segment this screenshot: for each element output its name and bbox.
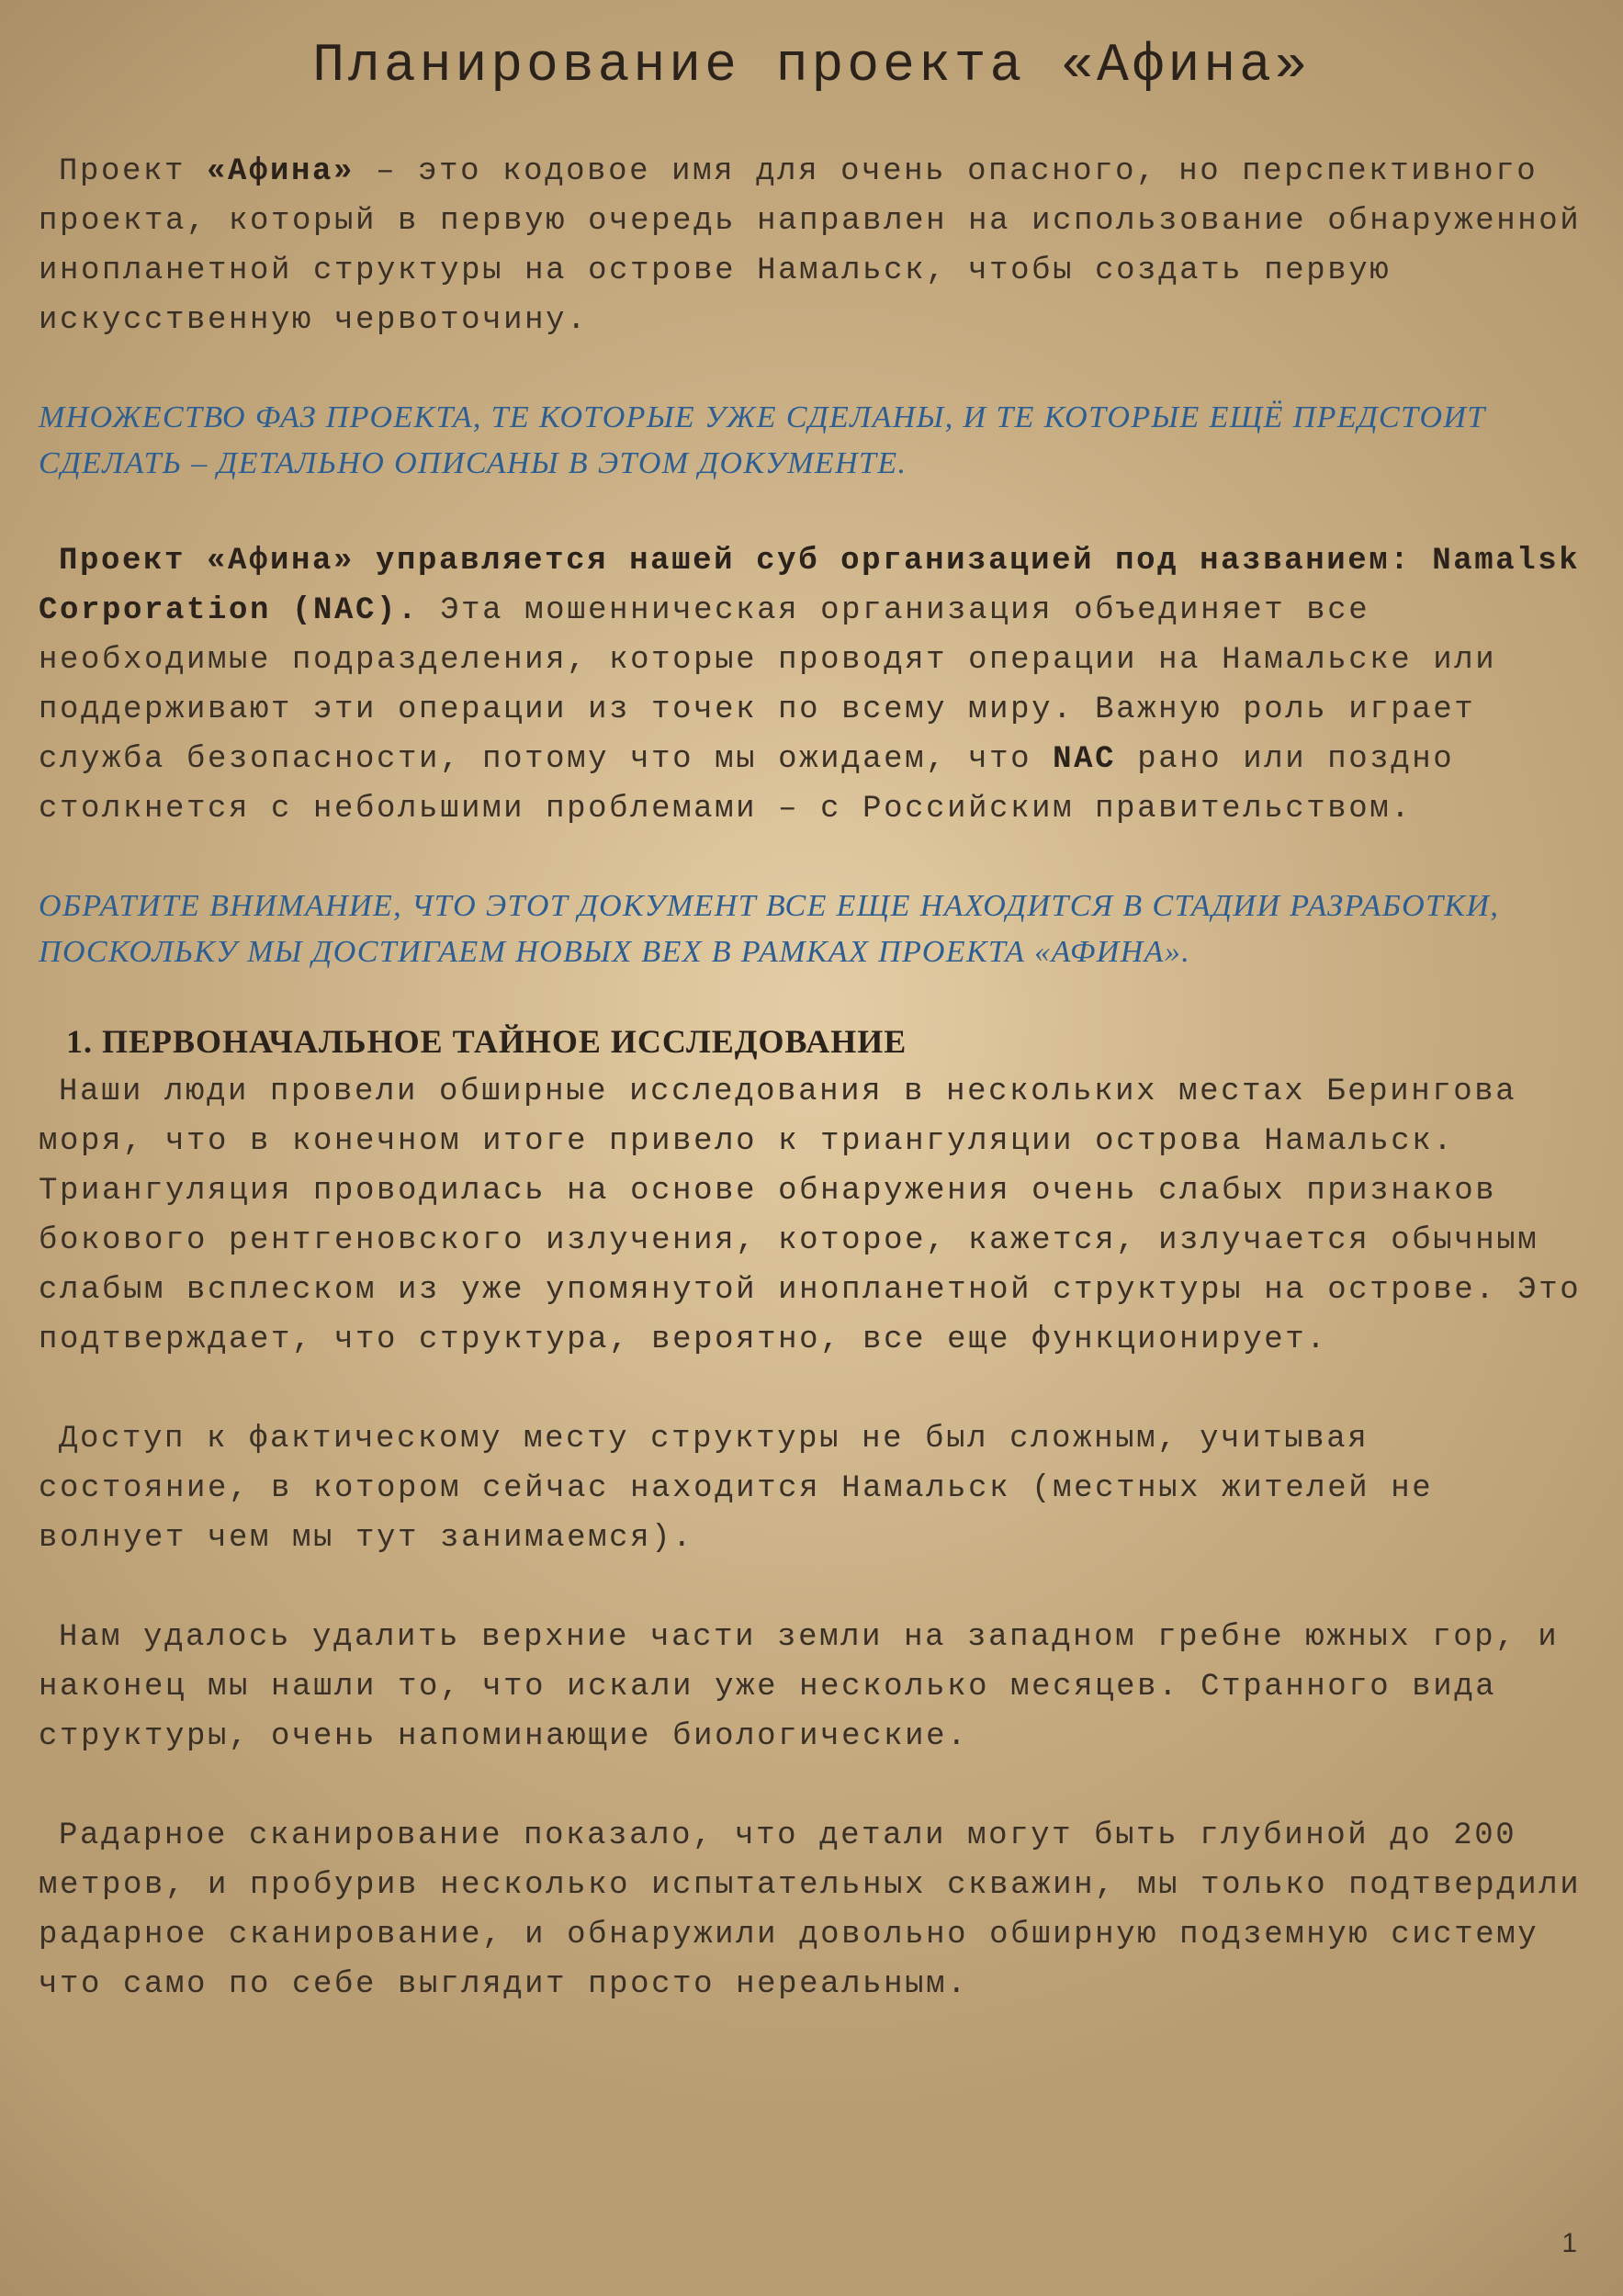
organization-text: Эта мошенническая организация объединяет все необходимые подразделения, которые проводят операции на Намальске или поддерживают эти операции из точек по всему миру. Важную роль играет служба безопасности, потому что мы ожидаем, что — [39, 593, 1497, 777]
intro-text-pre: Проект — [59, 154, 208, 189]
section-1-paragraph-1: Наши люди провели обширные исследования в нескольких местах Берингова моря, что в конечном итоге привело к триангуляции острова Намальск. Триангуляция проводилась на основе обнаружения очень слабых признаков бокового рентгеновского излучения, которое, кажется, излучается обычным слабым всплеском из уже упомянутой инопланетной структуры на острове. Это подтверждает, что структура, вероятно, все еще функционирует. — [39, 1075, 1582, 1357]
organization-lead: Проект «Афина» управляется нашей суб организацией под названием: Namalsk Corporation (NAC). — [39, 544, 1581, 628]
section-1-paragraph-3: Нам удалось удалить верхние части земли на западном гребне южных гор, и наконец мы нашли то, что искали уже несколько месяцев. Странного вида структуры, очень напоминающие биологические. — [39, 1620, 1560, 1754]
document-title: Планирование проекта «Афина» — [312, 37, 1311, 96]
section-1-heading: 1. ПЕРВОНАЧАЛЬНОЕ ТАЙНОЕ ИССЛЕДОВАНИЕ — [66, 1023, 907, 1060]
draft-note: ОБРАТИТЕ ВНИМАНИЕ, ЧТО ЭТОТ ДОКУМЕНТ ВСЕ ЕЩЕ НАХОДИТСЯ В СТАДИИ РАЗРАБОТКИ, ПОСКОЛЬКУ МЫ ДОСТИГАЕМ НОВЫХ ВЕХ В РАМКАХ ПРОЕКТА «АФИНА». — [39, 889, 1500, 969]
section-1-paragraph-4: Радарное сканирование показало, что детали могут быть глубиной до 200 метров, и пробурив несколько испытательных скважин, мы только подтвердили радарное сканирование, и обнаружили довольно обширную подземную систему что само по себе выглядит просто нереальным. — [39, 1818, 1582, 2002]
organization-text-end: рано или поздно столкнется с небольшими проблемами – с Российским правительством. — [39, 742, 1455, 827]
section-1-paragraph-2: Доступ к фактическому месту структуры не был сложным, учитывая состояние, в котором сейчас находится Намальск (местных жителей не волнует чем мы тут занимаемся). — [39, 1422, 1434, 1556]
phases-note: МНОЖЕСТВО ФАЗ ПРОЕКТА, ТЕ КОТОРЫЕ УЖЕ СДЕЛАНЫ, И ТЕ КОТОРЫЕ ЕЩЁ ПРЕДСТОИТ СДЕЛАТЬ – ДЕТАЛЬНО ОПИСАНЫ В ЭТОМ ДОКУМЕНТЕ. — [39, 400, 1486, 480]
project-name: «Афина» — [207, 154, 355, 189]
intro-text-post: – это кодовое имя для очень опасного, но перспективного проекта, который в первую очередь направлен на использование обнаруженной инопланетной структуры на острове Намальск, чтобы создать первую искусственную червоточину. — [39, 154, 1582, 338]
organization-paragraph — [39, 536, 1591, 834]
document-body — [39, 147, 1591, 2009]
intro-paragraph — [39, 147, 1591, 345]
organization-abbr: NAC — [1053, 742, 1117, 777]
page-number: 1 — [1561, 2228, 1577, 2258]
